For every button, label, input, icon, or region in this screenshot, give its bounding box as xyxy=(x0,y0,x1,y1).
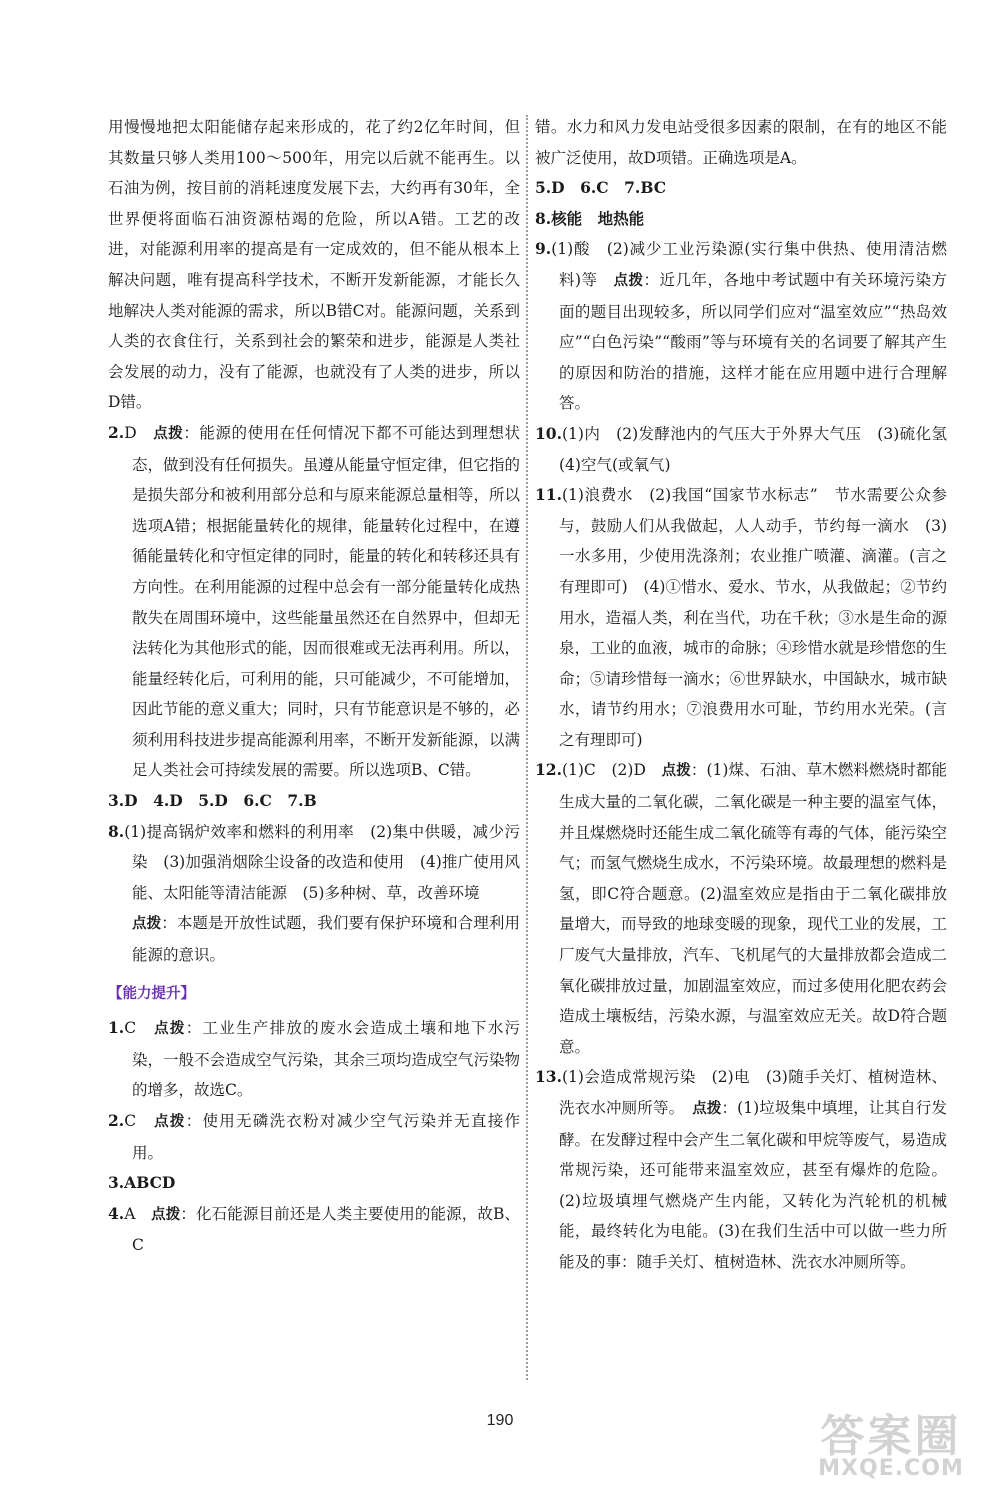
answer-item: 2.C 点拨：使用无磷洗衣粉对减少空气污染并无直接作用。 xyxy=(108,1111,520,1162)
tip-label: 点拨 xyxy=(132,916,162,933)
answer-item: 9.(1)酸 (2)减少工业污染源(实行集中供热、使用清洁燃料)等 点拨：近几年，各地中考试题中有关环境污染方面的题目出现较多，所以同学们应对“温室效应”“热岛效应”“白色污染”“酸雨”等与环境有关的名词要了解其产生的原因和防治的措施，这样才能在应用题中进行合理解答。 xyxy=(535,239,947,413)
paragraph: 错。水力和风力发电站受很多因素的限制，在有的地区不能被广泛使用，故D项错。正确选项是A。 xyxy=(535,118,947,167)
answer-item: 13.(1)会造成常规污染 (2)电 (3)随手关灯、植树造林、洗衣水冲厕所等。 点拨：(1)垃圾集中填埋，让其自行发酵。在发酵过程中会产生二氧化碳和甲烷等废气，易造成常规污染，还可能带来温室效应，甚至有爆炸的危险。(2)垃圾填埋气燃烧产生内能，又转化为汽轮机的机械能，最终转化为电能。(3)在我们生活中可以做一些力所能及的事：随手关灯、植树造林、洗衣水冲厕所等。 xyxy=(535,1067,947,1271)
tip-label: 点拨 xyxy=(154,1021,186,1038)
answer-item: 1.C 点拨：工业生产排放的废水会造成土壤和地下水污染，一般不会造成空气污染，其余三项均造成空气污染物的增多，故选C。 xyxy=(108,1018,520,1100)
answer-item: 10.(1)内 (2)发酵池内的气压大于外界大气压 (3)硫化氢 (4)空气(或氧气) xyxy=(535,423,963,474)
tip-label: 点拨 xyxy=(151,1206,181,1223)
answer-item: 12.(1)C (2)D 点拨：(1)煤、石油、草木燃料燃烧时都能生成大量的二氧化碳，二氧化碳是一种主要的温室气体，并且煤燃烧时还能生成二氧化硫等有毒的气体，能污染空气；而氢气燃烧生成水，不污染环境。故最理想的燃料是氢，即C符合题意。(2)温室效应是指由于二氧化碳排放量增大，而导致的地球变暖的现象，现代工业的发展，工厂废气大量排放，汽车、飞机尾气的大量排放都会造成二氧化碳排放过量，加剧温室效应，而过多使用化肥农药会造成土壤板结，污染水源，与温室效应无关。故D符合题意。 xyxy=(535,760,947,1056)
answer-item: 2.D 点拨：能源的使用在任何情况下都不可能达到理想状态，做到没有任何损失。虽遵从能量守恒定律，但它指的是损失部分和被利用部分总和与原来能源总量相等，所以选项A错；根据能量转化的规律，能量转化过程中，在遵循能量转化和守恒定律的同时，能量的转化和转移还具有方向性。在利用能源的过程中总会有一部分能量转化成热散失在周围环境中，这些能量虽然还在自然界中，但却无法转化为其他形式的能，因而很难或无法再利用。所以，能量经转化后，可利用的能，只可能减少，不可能增加，因此节能的意义重大；同时，只有节能意识是不够的，必须利用科技进步提高能源利用率，不断开发新能源，以满足人类社会可持续发展的需要。所以选项B、C错。 xyxy=(108,422,520,780)
right-column xyxy=(535,112,963,1278)
tip-label: 点拨 xyxy=(153,425,184,442)
section-heading: 【能力提升】 xyxy=(108,985,195,1002)
tip-paragraph: 点拨：本题是开放性试题，我们要有保护环境和合理利用能源的意识。 xyxy=(132,914,520,965)
answer-item: 4.A 点拨：化石能源目前还是人类主要使用的能源，故B、C xyxy=(108,1203,520,1255)
tip-label: 点拨 xyxy=(613,272,644,289)
left-column xyxy=(108,112,520,1261)
answer-item: 11.(1)浪费水 (2)我国“国家节水标志” 节水需要公众参与，鼓励人们从我做起，人人动手，节约每一滴水 (3)一水多用，少使用洗涤剂；农业推广喷灌、滴灌。(言之有理即可) (4)①惜水、爱水、节水，从我做起；②节约用水，造福人类，利在当代，功在千秋；③水是生命的源泉，工业的血液，城市的命脉；④珍惜水就是珍惜您的生命；⑤请珍惜每一滴水；⑥世界缺水，中国缺水，城市缺水，请节约用水；⑦浪费用水可耻，节约用水光荣。(言之有理即可) xyxy=(535,485,947,749)
answer-item: 3.D 4.D 5.D 6.C 7.B xyxy=(108,791,317,811)
page-number: 190 xyxy=(486,1412,514,1429)
tip-label: 点拨 xyxy=(692,1101,722,1117)
tip-label: 点拨 xyxy=(661,763,691,780)
watermark-title: 答案圈 xyxy=(820,1411,962,1462)
answer-item: 3.ABCD xyxy=(108,1173,176,1193)
watermark-logo xyxy=(796,1400,986,1492)
paragraph: 用慢慢地把太阳能储存起来形成的，花了约2亿年时间，但其数量只够人类用100～500年，用完以后就不能再生。以石油为例，按目前的消耗速度发展下去，大约再有30年，全世界便将面临石油资源枯竭的危险，所以A错。工艺的改进，对能源利用率的提高是有一定成效的，但不能从根本上解决问题，唯有提高科学技术，不断开发新能源，才能长久地解决人类对能源的需求，所以B错C对。能源问题，关系到人类的衣食住行，关系到社会的繁荣和进步，能源是人类社会发展的动力，没有了能源，也就没有了人类的进步，所以D错。 xyxy=(108,118,520,412)
column-divider xyxy=(526,115,528,1380)
answer-item: 8.(1)提高锅炉效率和燃料的利用率 (2)集中供暖，减少污染 (3)加强消烟除尘设备的改造和使用 (4)推广使用风能、太阳能等清洁能源 (5)多种树、草，改善环境 xyxy=(108,821,520,902)
tip-label: 点拨 xyxy=(154,1114,186,1130)
watermark-url: MXQE.COM xyxy=(818,1456,964,1481)
answer-item: 8.核能 地热能 xyxy=(535,208,645,228)
answer-item: 5.D 6.C 7.BC xyxy=(535,178,667,198)
